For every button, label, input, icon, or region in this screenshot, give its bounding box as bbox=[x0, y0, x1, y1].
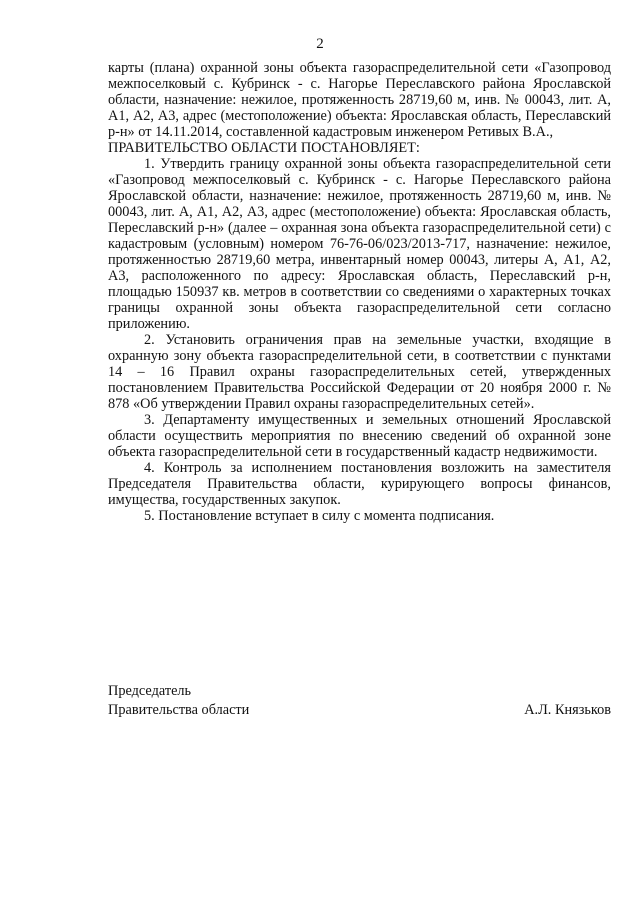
signatory-name: А.Л. Князьков bbox=[524, 702, 611, 718]
signature-position-line-2: Правительства области bbox=[108, 702, 250, 718]
signature-position bbox=[108, 683, 408, 721]
resolution-item-5: 5. Постановление вступает в силу с момента подписания. bbox=[144, 508, 495, 524]
signature-position-line-1: Председатель bbox=[108, 683, 192, 699]
resolution-item-3: 3. Департаменту имущественных и земельных отношений Ярославской области осуществить мероприятия по внесению сведений об охранной зоне объекта газораспределительной сети в государственный кадастр недвижимости. bbox=[108, 412, 611, 460]
resolution-item-1: 1. Утвердить границу охранной зоны объекта газораспределительной сети «Газопровод межпоселковый с. Кубринск - с. Нагорье Переславского района Ярославской области, назначение: нежилое, протяженность 28719,60 м, инв. № 00043, лит. А, А1, А2, А3, адрес (местоположение) объекта: Ярославская область, Переславский р-н» (далее – охранная зона объекта газораспределительной сети) с кадастровым (условным) номером 76-76-06/023/2013-717, назначение: нежилое, протяженностью 28719,60 метра, инвентарный номер 00043, литеры А, А1, А2, А3, расположенного по адресу: Ярославская область, Переславский р-н, площадью 150937 кв. метров в соответствии со сведениями о характерных точках границы охранной зоны объекта газораспределительной сети согласно приложению. bbox=[108, 156, 611, 332]
page-number: 2 bbox=[316, 36, 324, 52]
resolution-item-4: 4. Контроль за исполнением постановления возложить на заместителя Председателя Правительства области, курирующего вопросы финансов, имущества, государственных закупок. bbox=[108, 460, 611, 508]
document-body bbox=[108, 60, 611, 524]
resolution-heading: ПРАВИТЕЛЬСТВО ОБЛАСТИ ПОСТАНОВЛЯЕТ: bbox=[108, 140, 420, 156]
resolution-item-2: 2. Установить ограничения прав на земельные участки, входящие в охранную зону объекта газораспределительной сети, в соответствии с пунктами 14 – 16 Правил охраны газораспределительных сетей, утвержденных постановлением Правительства Российской Федерации от 20 ноября 2000 г. № 878 «Об утверждении Правил охраны газораспределительных сетей». bbox=[108, 332, 611, 412]
intro-paragraph: карты (плана) охранной зоны объекта газораспределительной сети «Газопровод межпоселковый с. Кубринск - с. Нагорье Переславского района Ярославской области, назначение: нежилое, протяженность 28719,60 м, инв. № 00043, лит. А, А1, А2, А3, адрес (местоположение) объекта: Ярославская область, Переславский р-н» от 14.11.2014, составленной кадастровым инженером Ретивых В.А., bbox=[108, 60, 611, 140]
